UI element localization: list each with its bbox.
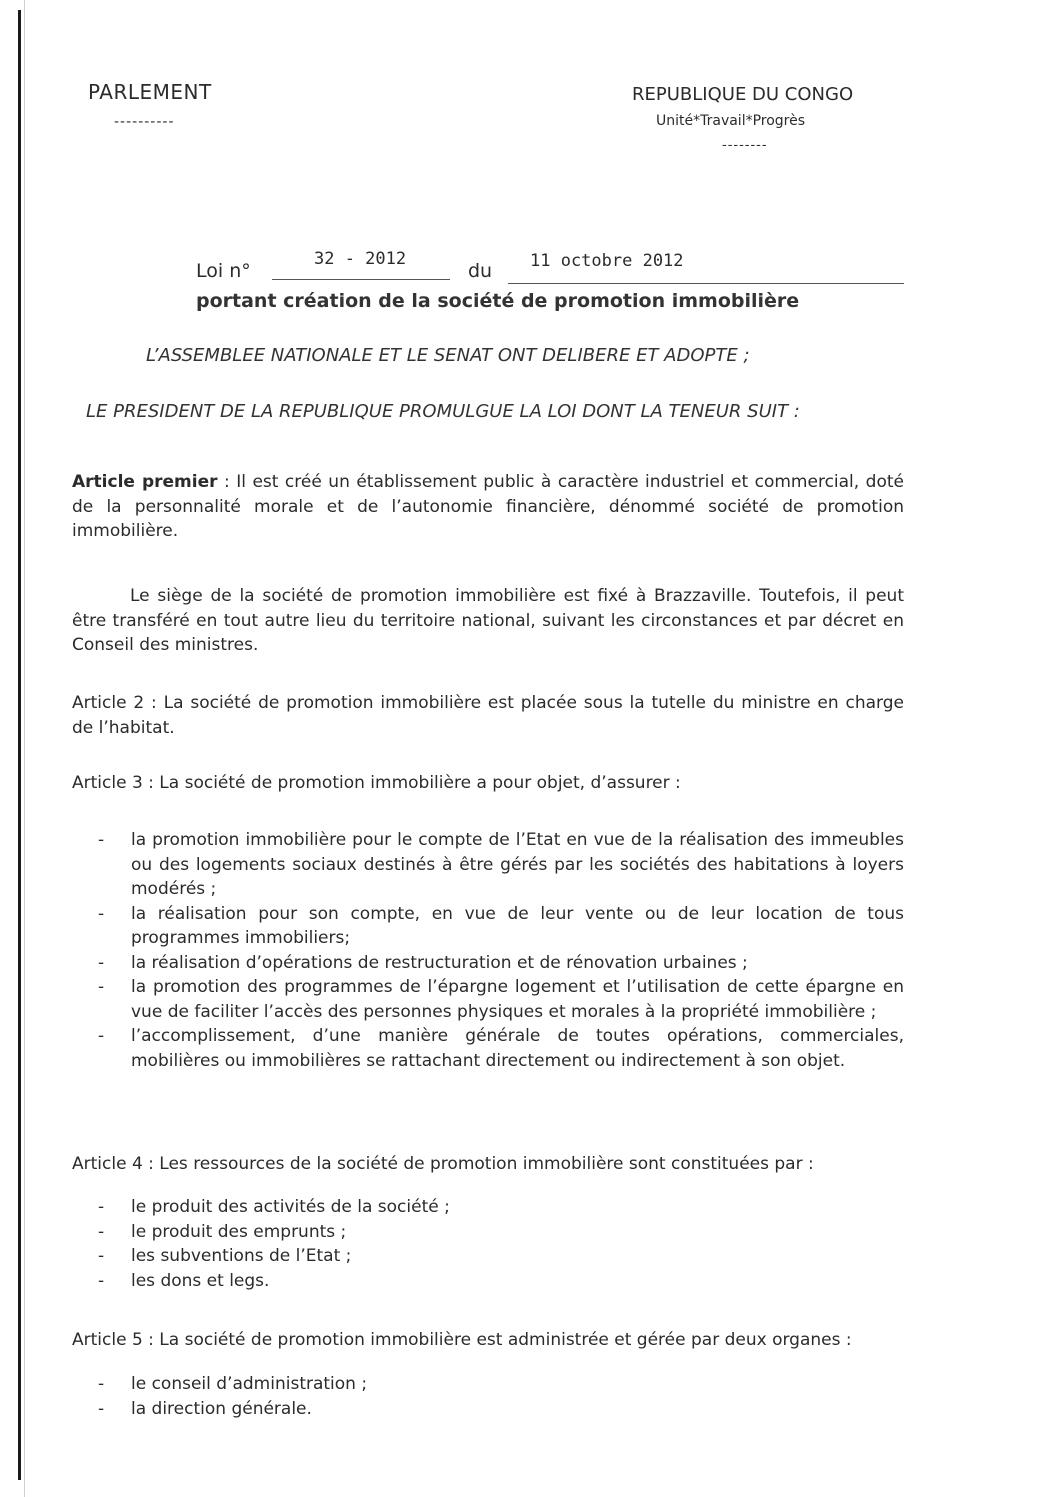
article-3-list — [98, 828, 904, 1073]
article-3-text: : La société de promotion immobilière a pour objet, d’assurer : — [142, 773, 681, 793]
loi-date: 11 octobre 2012 — [530, 251, 684, 271]
loi-reference — [196, 249, 906, 292]
article-3 — [72, 771, 904, 796]
list-item: - l’accomplissement, d’une manière générale de toutes opérations, commerciales, mobilières ou immobilières se rattachant directement ou indirectement à son objet. — [98, 1026, 904, 1071]
list-item: - la promotion des programmes de l’épargne logement et l’utilisation de cette épargne en vue de faciliter l’accès des personnes physiques et morales à la propriété immobilière ; — [98, 977, 904, 1022]
list-marker: - — [98, 903, 105, 924]
header-parlement: PARLEMENT — [88, 80, 212, 104]
article-1-text: : Il est créé un établissement public à caractère industriel et commercial, doté de la personnalité morale et de l’autonomie financière, dénommé société de promotion immobilière. — [72, 472, 904, 541]
loi-du-label: du — [468, 260, 493, 282]
list-item: - les dons et legs. — [98, 1269, 904, 1294]
article-1-label: Article premier — [72, 472, 218, 492]
list-marker: - — [98, 1246, 105, 1266]
list-marker: - — [98, 1398, 105, 1419]
article-4-label: Article 4 — [72, 1154, 143, 1174]
list-marker: - — [98, 977, 105, 997]
article-2-label: Article 2 — [72, 693, 145, 713]
article-5-text: : La société de promotion immobilière est administrée et gérée par deux organes : — [142, 1330, 852, 1350]
header-republique: REPUBLIQUE DU CONGO — [632, 84, 854, 105]
list-item: - la réalisation pour son compte, en vue de leur vente ou de leur location de tous programmes immobiliers; — [98, 903, 904, 948]
header-left-separator: ---------- — [114, 114, 175, 130]
article-1 — [72, 470, 904, 544]
preamble-president: LE PRESIDENT DE LA REPUBLIQUE PROMULGUE LA LOI DONT LA TENEUR SUIT : — [86, 401, 800, 422]
article-2 — [72, 691, 904, 740]
list-marker: - — [98, 1374, 105, 1394]
article-1-paragraph-2: Le siège de la société de promotion immobilière est fixé à Brazzaville. Toutefois, il peut être transféré en tout autre lieu du territoire national, suivant les circonstances et par décret en Conseil des ministres. — [72, 586, 904, 655]
list-item: - le conseil d’administration ; — [98, 1372, 904, 1397]
loi-label: Loi n° — [196, 260, 251, 282]
article-5 — [72, 1328, 904, 1353]
scan-edge-line — [18, 10, 21, 1480]
scan-edge-shadow — [24, 0, 25, 1497]
article-4 — [72, 1152, 904, 1177]
list-marker: - — [98, 952, 105, 973]
list-item: - la promotion immobilière pour le compte de l’Etat en vue de la réalisation des immeubles ou des logements sociaux destinés à être gérés par les sociétés des habitations à loyers modérés ; — [98, 830, 904, 899]
preamble-assemblee: L’ASSEMBLEE NATIONALE ET LE SENAT ONT DELIBERE ET ADOPTE ; — [146, 345, 750, 366]
list-marker: - — [98, 1197, 105, 1217]
list-marker: - — [98, 1270, 105, 1291]
article-3-label: Article 3 — [72, 773, 143, 793]
list-marker: - — [98, 1026, 105, 1046]
article-5-list — [98, 1372, 904, 1421]
header-right-separator: -------- — [722, 138, 768, 153]
article-2-text: : La société de promotion immobilière est placée sous la tutelle du ministre en charge de l’habitat. — [72, 693, 904, 738]
list-item: - la réalisation d’opérations de restructuration et de rénovation urbaines ; — [98, 951, 904, 976]
list-item: - le produit des emprunts ; — [98, 1220, 904, 1245]
loi-date-underline — [508, 283, 904, 284]
article-4-list — [98, 1195, 904, 1293]
loi-number: 32 - 2012 — [314, 249, 407, 269]
article-5-label: Article 5 — [72, 1330, 143, 1350]
list-marker: - — [98, 830, 105, 850]
list-item: - la direction générale. — [98, 1397, 904, 1422]
loi-title: portant création de la société de promotion immobilière — [196, 290, 800, 312]
list-item: - le produit des activités de la société ; — [98, 1195, 904, 1220]
list-marker: - — [98, 1221, 105, 1242]
list-item: - les subventions de l’Etat ; — [98, 1244, 904, 1269]
article-4-text: : Les ressources de la société de promotion immobilière sont constituées par : — [142, 1154, 814, 1174]
header-motto: Unité*Travail*Progrès — [656, 113, 806, 129]
loi-number-underline — [272, 279, 450, 280]
